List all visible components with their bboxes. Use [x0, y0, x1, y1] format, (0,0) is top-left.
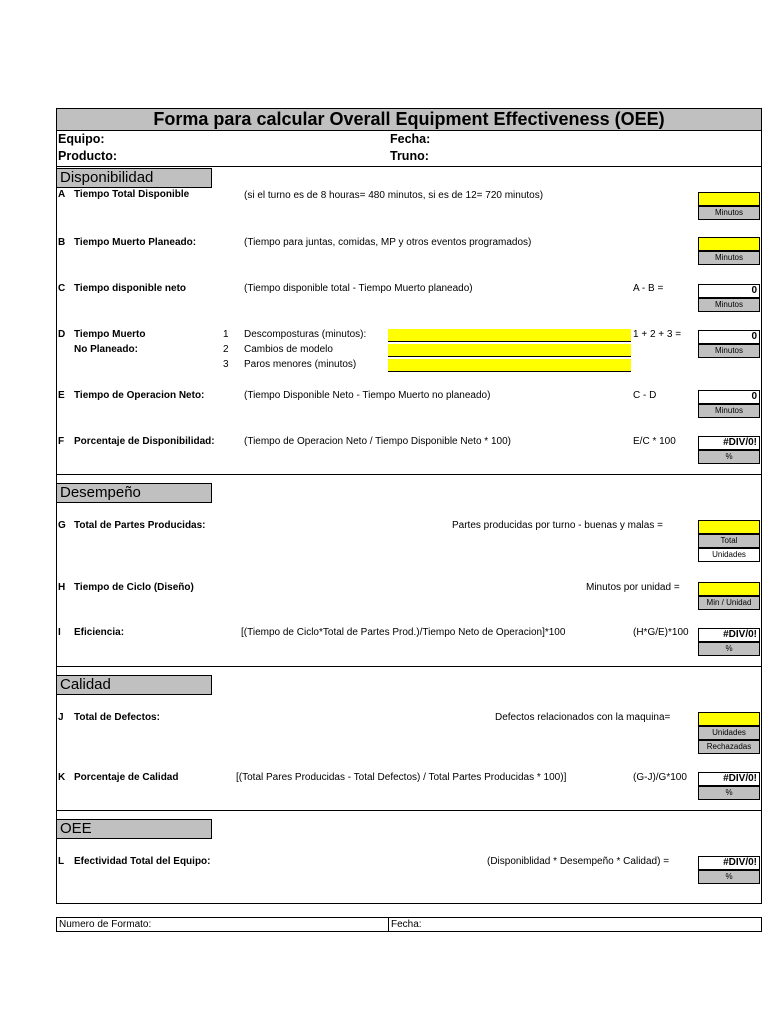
row-a-desc: (si el turno es de 8 houras= 480 minutos, si es de 12= 720 minutos)	[244, 190, 544, 201]
row-h-desc: Minutos por unidad =	[586, 582, 680, 593]
row-f-desc: (Tiempo de Operacion Neto / Tiempo Disponible Neto * 100)	[244, 436, 511, 447]
row-j-letter: J	[58, 712, 64, 723]
row-d-item-2: Cambios de modelo	[244, 344, 333, 355]
row-d-formula: 1 + 2 + 3 =	[633, 329, 682, 340]
row-d-letter: D	[58, 329, 66, 340]
row-g-unit-1: Total	[698, 534, 760, 548]
divider	[56, 474, 762, 475]
row-j-desc: Defectos relacionados con la maquina=	[495, 712, 671, 723]
row-j-label: Total de Defectos:	[74, 712, 160, 723]
row-b-unit: Minutos	[698, 251, 760, 265]
row-g-input[interactable]	[698, 520, 760, 534]
row-f-formula: E/C * 100	[633, 436, 676, 447]
producto-label: Producto:	[58, 149, 118, 163]
row-c-desc: (Tiempo disponible total - Tiempo Muerto planeado)	[244, 283, 473, 294]
row-g-letter: G	[58, 520, 66, 531]
row-k-value: #DIV/0!	[698, 772, 760, 786]
row-k-formula: (G-J)/G*100	[633, 772, 687, 783]
row-e-formula: C - D	[633, 390, 657, 401]
row-f-unit: %	[698, 450, 760, 464]
row-d-value: 0	[698, 330, 760, 344]
row-i-letter: I	[58, 627, 61, 638]
row-b-input[interactable]	[698, 237, 760, 251]
row-l-desc: (Disponiblidad * Desempeño * Calidad) =	[487, 856, 670, 867]
row-i-value: #DIV/0!	[698, 628, 760, 642]
section-desempeno: Desempeño	[56, 483, 212, 503]
truno-label: Truno:	[390, 149, 429, 163]
row-i-label: Eficiencia:	[74, 627, 125, 638]
row-k-unit: %	[698, 786, 760, 800]
footer-divider	[388, 917, 389, 932]
footer-bar	[56, 917, 762, 932]
oee-form	[56, 108, 762, 904]
row-g-label: Total de Partes Producidas:	[74, 520, 206, 531]
section-calidad: Calidad	[56, 675, 212, 695]
row-k-letter: K	[58, 772, 66, 783]
row-f-value: #DIV/0!	[698, 436, 760, 450]
row-e-desc: (Tiempo Disponible Neto - Tiempo Muerto no planeado)	[244, 390, 491, 401]
section-oee: OEE	[56, 819, 212, 839]
row-f-label: Porcentaje de Disponibilidad:	[74, 436, 215, 447]
row-c-label: Tiempo disponible neto	[74, 283, 187, 294]
row-e-letter: E	[58, 390, 65, 401]
footer-fecha-label: Fecha:	[391, 919, 422, 930]
row-b-desc: (Tiempo para juntas, comidas, MP y otros eventos programados)	[244, 237, 532, 248]
row-l-unit: %	[698, 870, 760, 884]
row-e-value: 0	[698, 390, 760, 404]
divider	[56, 810, 762, 811]
row-b-label: Tiempo Muerto Planeado:	[74, 237, 197, 248]
divider	[56, 666, 762, 667]
descomposturas-input[interactable]	[388, 329, 631, 342]
numero-formato-label: Numero de Formato:	[59, 919, 152, 930]
row-k-desc: [(Total Pares Producidas - Total Defectos) / Total Partes Producidas * 100)]	[236, 772, 567, 783]
row-f-letter: F	[58, 436, 65, 447]
row-a-label: Tiempo Total Disponible	[74, 189, 190, 200]
row-h-input[interactable]	[698, 582, 760, 596]
row-g-desc: Partes producidas por turno - buenas y malas =	[452, 520, 663, 531]
row-d-num-1: 1	[223, 329, 229, 340]
row-j-input[interactable]	[698, 712, 760, 726]
row-l-value: #DIV/0!	[698, 856, 760, 870]
row-c-formula: A - B =	[633, 283, 664, 294]
fecha-label: Fecha:	[390, 132, 431, 146]
row-d-item-1: Descomposturas (minutos):	[244, 329, 367, 340]
divider	[56, 166, 762, 167]
row-e-label: Tiempo de Operacion Neto:	[74, 390, 205, 401]
row-c-unit: Minutos	[698, 298, 760, 312]
row-j-unit-2: Rechazadas	[698, 740, 760, 754]
row-k-label: Porcentaje de Calidad	[74, 772, 179, 783]
row-d-num-3: 3	[223, 359, 229, 370]
row-c-letter: C	[58, 283, 66, 294]
row-i-unit: %	[698, 642, 760, 656]
row-a-letter: A	[58, 189, 66, 200]
row-c-value: 0	[698, 284, 760, 298]
row-g-unit-2: Unidades	[698, 548, 760, 562]
row-l-letter: L	[58, 856, 65, 867]
row-d-item-3: Paros menores (minutos)	[244, 359, 357, 370]
row-a-input[interactable]	[698, 192, 760, 206]
row-d-num-2: 2	[223, 344, 229, 355]
row-e-unit: Minutos	[698, 404, 760, 418]
row-d-label2: No Planeado:	[74, 344, 138, 355]
row-i-formula: (H*G/E)*100	[633, 627, 689, 638]
row-h-letter: H	[58, 582, 66, 593]
row-d-label: Tiempo Muerto	[74, 329, 146, 340]
row-i-desc: [(Tiempo de Ciclo*Total de Partes Prod.)/Tiempo Neto de Operacion]*100	[241, 627, 566, 638]
row-b-letter: B	[58, 237, 66, 248]
paros-menores-input[interactable]	[388, 359, 631, 372]
row-j-unit-1: Unidades	[698, 726, 760, 740]
equipo-label: Equipo:	[58, 132, 105, 146]
cambios-modelo-input[interactable]	[388, 344, 631, 357]
row-a-unit: Minutos	[698, 206, 760, 220]
row-h-label: Tiempo de Ciclo (Diseño)	[74, 582, 194, 593]
row-h-unit: Min / Unidad	[698, 596, 760, 610]
section-disponibilidad: Disponibilidad	[56, 168, 212, 188]
row-l-label: Efectividad Total del Equipo:	[74, 856, 211, 867]
form-title: Forma para calcular Overall Equipment Effectiveness (OEE)	[56, 108, 762, 131]
row-d-unit: Minutos	[698, 344, 760, 358]
